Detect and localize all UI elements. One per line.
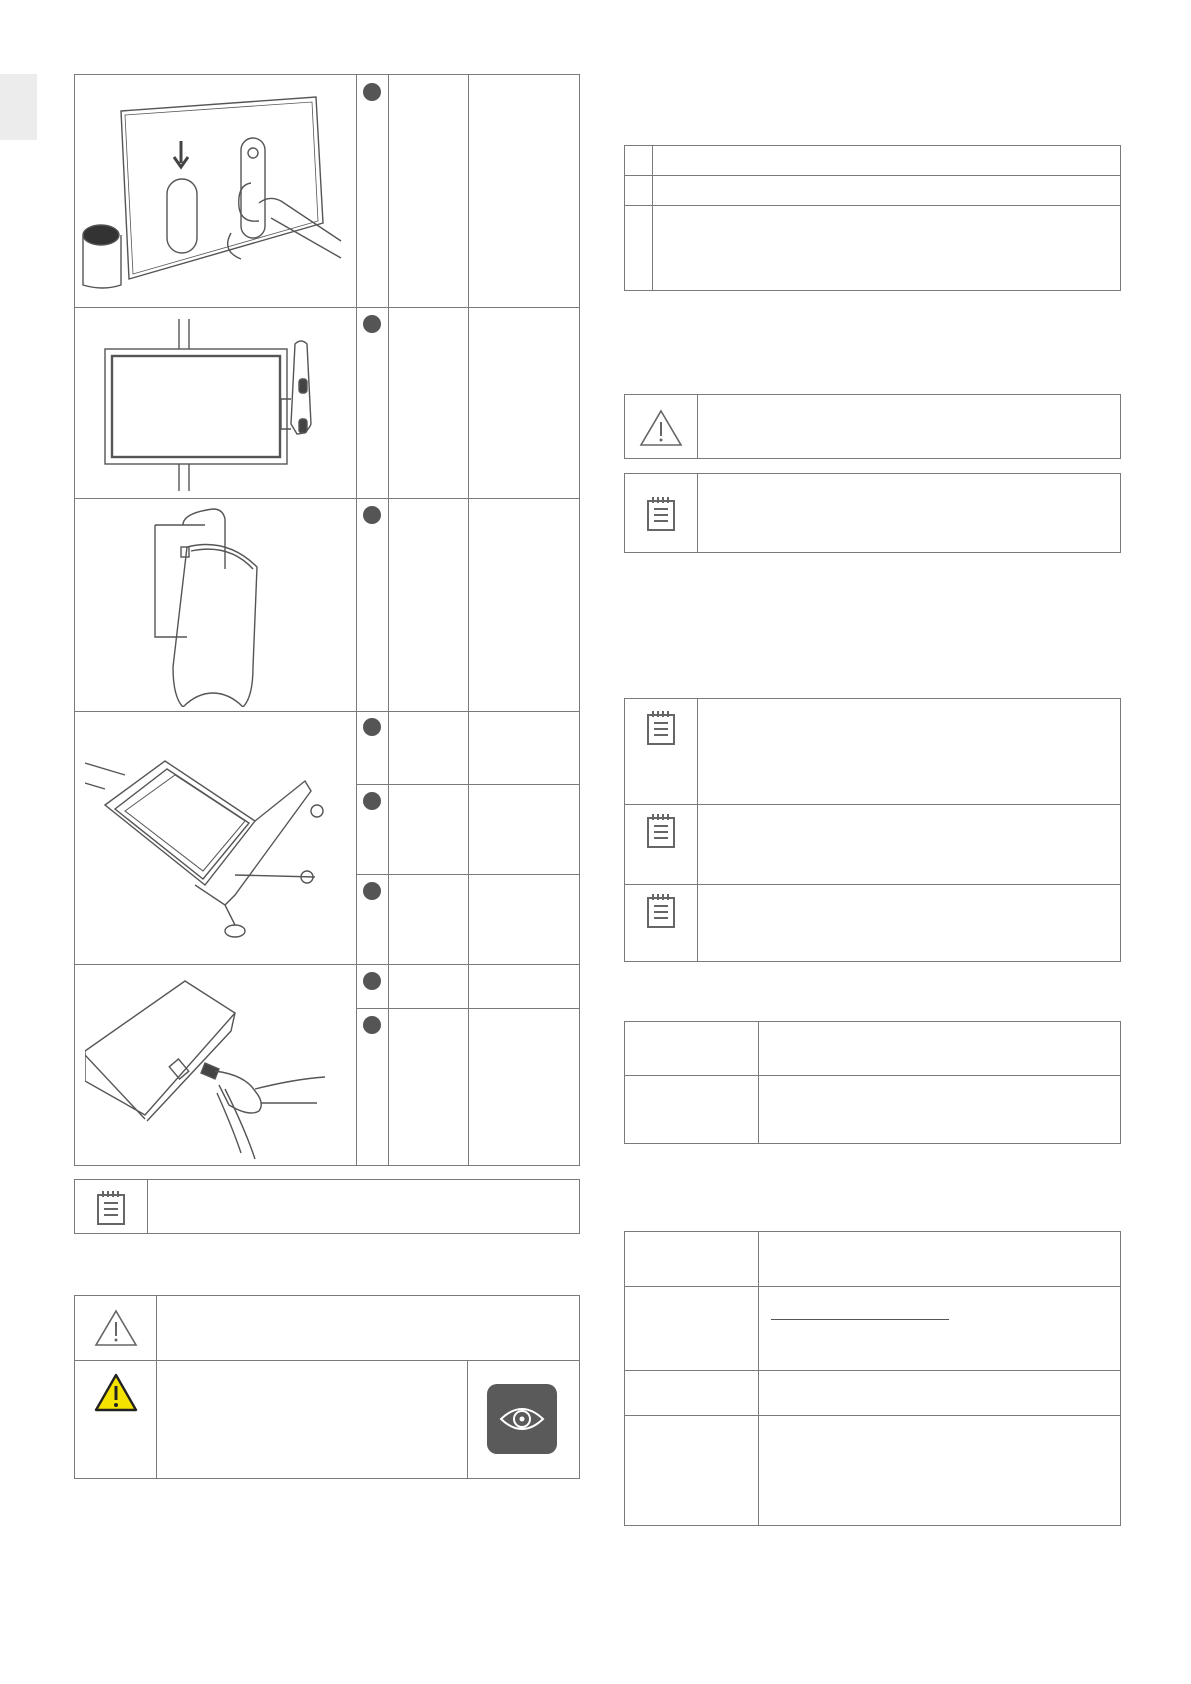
caution-icon bbox=[639, 409, 683, 447]
step-table bbox=[74, 74, 580, 1166]
step-marker bbox=[363, 882, 381, 900]
note-icon bbox=[646, 813, 676, 849]
note-box-right-stack bbox=[624, 698, 1121, 962]
note-box-right-1 bbox=[624, 473, 1121, 553]
scanner-holder-mount-illustration bbox=[81, 83, 351, 301]
eye-icon bbox=[498, 1403, 546, 1435]
pc-cable-connection-illustration bbox=[85, 971, 350, 1161]
link-underline[interactable] bbox=[771, 1319, 949, 1320]
step-marker bbox=[363, 1016, 381, 1034]
note-icon bbox=[646, 496, 676, 532]
legend-table bbox=[624, 145, 1121, 291]
note-box-left bbox=[74, 1179, 580, 1234]
note-icon bbox=[646, 893, 676, 929]
safety-box-left bbox=[74, 1295, 580, 1479]
scanner-holder-cradle-illustration bbox=[145, 507, 325, 707]
note-icon bbox=[646, 710, 676, 746]
step-marker bbox=[363, 718, 381, 736]
step-marker bbox=[363, 315, 381, 333]
step-marker bbox=[363, 972, 381, 990]
cart-with-pc-tray-illustration bbox=[85, 725, 350, 957]
side-tab bbox=[0, 74, 37, 140]
warning-yellow-icon bbox=[94, 1373, 138, 1413]
spec-table-1 bbox=[624, 1021, 1121, 1144]
step-marker bbox=[363, 83, 381, 101]
caution-icon bbox=[94, 1309, 138, 1347]
caution-box-right bbox=[624, 394, 1121, 459]
monitor-with-scanner-holder-illustration bbox=[95, 319, 335, 491]
spec-table-2 bbox=[624, 1231, 1121, 1526]
step-marker bbox=[363, 792, 381, 810]
step-marker bbox=[363, 506, 381, 524]
note-icon bbox=[96, 1190, 126, 1226]
